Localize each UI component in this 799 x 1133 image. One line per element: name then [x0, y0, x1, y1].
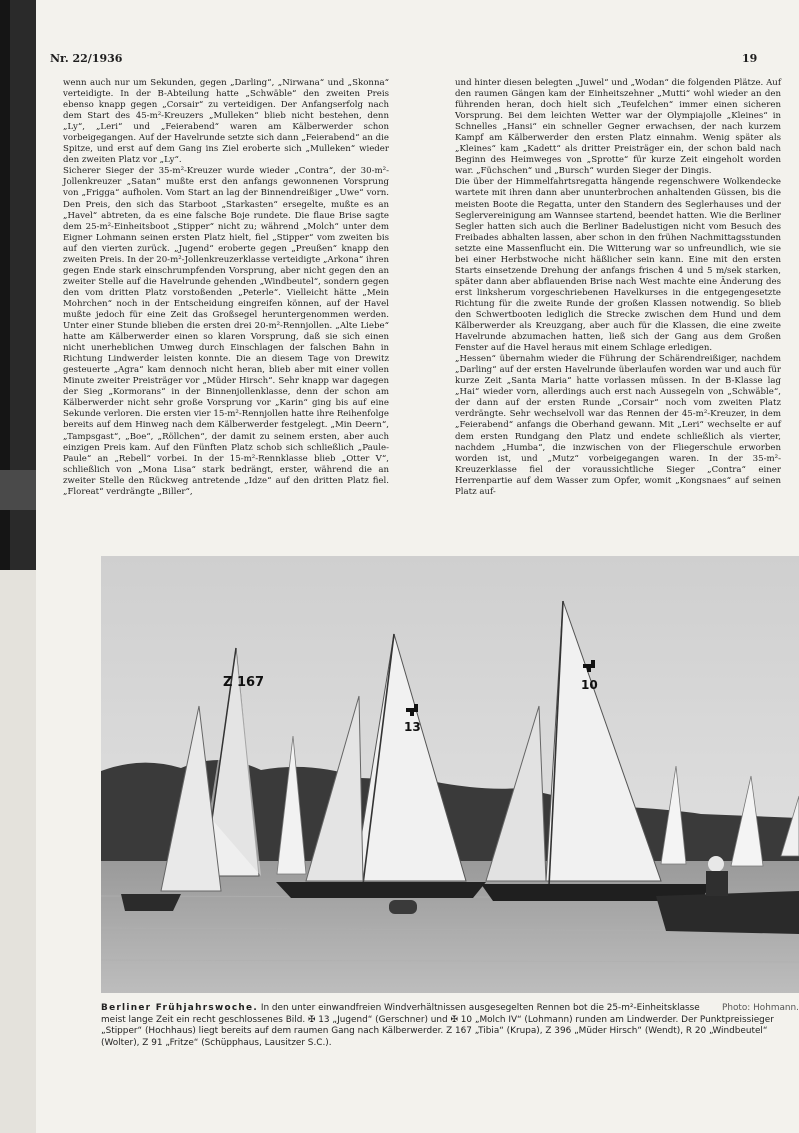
caption-text: In den unter einwandfreien Windverhältnissen ausgesegelten Rennen bot die 25-m²-Einheitsklasse meist lange Zeit ein recht geschlossenes Bild. ✠ 13 „Jugend“ (Gerschner) und ✠ 10 „Molch IV“ (Lohmann) runden am Lindwerder. Der Punktpreissieger „Stipper“ (Hochhaus) liegt bereits auf dem raumen Gang nach Kälberwerder. Z 167 „Tibia“ (Krupa), Z 396 „Müder Hirsch“ (Wendt), R 20 „Windbeutel“ (Wolter), Z 91 „Fritze“ (Schüpphaus, Lausitzer S.C.).	[101, 1003, 774, 1048]
regatta-photo	[101, 556, 799, 993]
sail-number-z167: Z 167	[223, 675, 265, 690]
page-number: 19	[742, 52, 758, 65]
photo-caption	[101, 1003, 799, 1049]
issue-number: Nr. 22/1936	[50, 52, 123, 65]
sail-number-10: 10	[581, 678, 598, 692]
photo-credit: Photo: Hohmann.	[721, 1003, 799, 1013]
sailboats-illustration	[101, 556, 799, 993]
sail-number-13: 13	[404, 720, 421, 734]
article-column-left: wenn auch nur um Sekunden, gegen „Darling“, „Nirwana“ und „Skonna“ verteidigte. In der B-Abteilung hatte „Schwäble“ den zweiten Preis ebenso knapp gegen „Corsair“ zu verteidigen. Der Anfangserfolg nach dem Start des 45-m²-Kreuzers „Mulleken“ blieb nicht bestehen, denn „Ly“, „Leri“ und „Feierabend“ waren am Kälberwerder schon vorbeigegangen. Auf der Havelrunde setzte sich dann „Feierabend“ an die Spitze, und erst auf dem Gang ins Ziel eroberte sich „Mulleken“ wieder den zweiten Platz vor „Ly“. Sicherer Sieger der 35-m²-Kreuzer wurde wieder „Contra“, der 30-m²-Jollenkreuzer „Satan“ mußte erst den anfangs gewonnenen Vorsprung von „Frigga“ aufholen. Vom Start an lag der Binnendreißiger „Uwe“ vorn. Den Preis, den sich das Starboot „Starkasten“ ersegelte, mußte es an „Havel“ abtreten, da es eine falsche Boje rundete. Die flaue Brise sagte dem 25-m²-Einheitsboot „Stipper“ nicht zu; während „Molch“ unter dem Eigner Lohmann seinen ersten Platz hielt, fiel „Stipper“ vom zweiten bis auf den vierten zurück. „Jugend“ eroberte gegen „Preußen“ knapp den zweiten Preis. In der 20-m²-Jollenkreuzerklasse verteidigte „Arkona“ ihren gegen Ende stark einschrumpfenden Vorsprung, aber nicht gegen den an zweiter Stelle auf die Havelrunde gehenden „Windbeutel“, sondern gegen den vom dritten Platz vorstoßenden „Peterle“. Vielleicht hätte „Mein Mohrchen“ noch in der Entscheidung eingreifen können, auf der Havel mußte jedoch für eine Zeit das Großsegel heruntergenommen werden. Unter einer Stunde blieben die ersten drei 20-m²-Rennjollen. „Alte Liebe“ hatte am Kälberwerder einen so klaren Vorsprung, daß sie sich einen nicht unerheblichen Umweg durch Einschlagen der falschen Bahn in Richtung Lindwerder leisten konnte. Die an diesem Tage von Drewitz gesteuerte „Agra“ kam dennoch nicht heran, blieb aber mit einer vollen Minute zweiter Preisträger vor „Müder Hirsch“. Sehr knapp war dagegen der Sieg „Kormorans“ in der Binnenjollenklasse, denn der schon am Kälberwerder nicht sehr große Vorsprung vor „Karin“ ging bis auf eine Sekunde verloren. Die ersten vier 15-m²-Rennjollen hatte ihre Reihenfolge bereits auf dem Hinweg nach dem Kälberwerder festgelegt. „Min Deern“, „Tampsgast“, „Boe“, „Röllchen“, der damit zu seinem ersten, aber auch einzigen Preis kam. Auf den Fünften Platz schob sich schließlich „Paule-Paule“ an „Rebell“ vorbei. In der 15-m²-Rennklasse blieb „Otter V“, schließlich von „Mona Lisa“ stark bedrängt, erster, während die an zweiter Stelle den Rückweg antretende „Idze“ auf den dritten Platz fiel. „Floreat“ verdrängte „Biller“,	[63, 78, 389, 497]
caption-lead: Berliner Frühjahrswoche.	[101, 1003, 259, 1013]
left-page-edge	[0, 0, 36, 1133]
article-column-right: und hinter diesen belegten „Juwel“ und „Wodan“ die folgenden Plätze. Auf den raumen Gängen kam der Einheitszehner „Mutti“ wohl wieder an den führenden heran, doch hielt sich „Teufelchen“ immer einen sicheren Vorsprung. Bei dem leichten Wetter war der Olympiajolle „Kleines“ in Schnelles „Hansi“ ein schneller Gegner erwachsen, der nach kurzem Kampf am Kälberwerder den ersten Platz einnahm. Wenig später als „Kleines“ kam „Kadett“ als dritter Preisträger ein, der schon bald nach Beginn des Heimweges von „Sprotte“ für kurze Zeit eingeholt worden war. „Füchschen“ und „Bursch“ wurden Sieger der Dingis. Die über der Himmelfahrtsregatta hängende regenschwere Wolkendecke wartete mit ihren dann aber ununterbrochen anhaltenden Güssen, bis die meisten Boote die Regatta, unter den Standern des Seglerhauses und der Seglervereinigung am Wannsee startend, beendet hatten. Wie die Berliner Segler hatten sich auch die Berliner Badelustigen nicht vom Besuch des Freibades abhalten lassen, aber schon in den frühen Nachmittagsstunden setzte eine Massenflucht ein. Die Witterung war so unfreundlich, wie sie bei einer Herbstwoche nicht häßlicher sein kann. Eine mit den ersten Starts einsetzende Drehung der anfangs frischen 4 und 5 m/sek starken, später dann aber abflauenden Brise nach West machte eine Änderung des erst linksherum vorgeschriebenen Havelkurses in die entgegengesetzte Richtung für die zweite Runde der großen Klassen notwendig. So blieb den Schwertbooten lediglich die Strecke zwischen dem Hund und dem Kälberwerder als Kreuzgang, aber auch für die Klassen, die eine zweite Havelrunde abzumachen hatten, ließ sich der Gang aus dem Großen Fenster auf die Havel heraus mit einem Schlage erledigen. „Hessen“ übernahm wieder die Führung der Schärendreißiger, nachdem „Darling“ auf der ersten Havelrunde überlaufen worden war und auch für kurze Zeit „Santa Maria“ hatte vorlassen müssen. In der B-Klasse lag „Hai“ wieder vorn, allerdings auch erst nach Aussegeln von „Schwäble“, der dann auf der ersten Runde „Corsair“ noch vom zweiten Platz verdrängte. Sehr wechselvoll war das Rennen der 45-m²-Kreuzer, in dem „Feierabend“ anfangs die Oberhand gewann. Mit „Leri“ wechselte er auf dem ersten Rundgang den Platz und endete schließlich als vierter, nachdem „Humba“, die inzwischen von der Fliegerschule erworben worden ist, und „Mutz“ vorbeigegangen waren. In der 35-m²-Kreuzerklasse fiel der voraussichtliche Sieger „Contra“ einer Herrenpartie auf dem Wasser zum Opfer, womit „Kongsnaes“ auf seinen Platz auf-	[455, 78, 781, 497]
